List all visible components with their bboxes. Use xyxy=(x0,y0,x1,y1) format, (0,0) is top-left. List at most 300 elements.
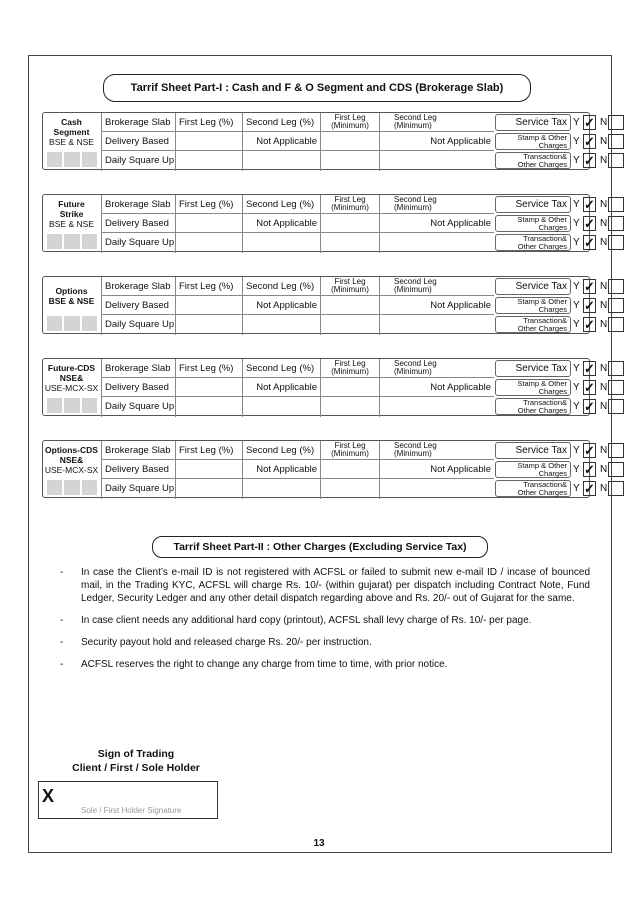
daily-second-leg-cell[interactable] xyxy=(242,151,320,171)
delivery-second-leg-na: Not Applicable xyxy=(242,460,320,478)
no-label: N xyxy=(600,281,608,292)
col-second-leg-pct: Second Leg (%) xyxy=(242,195,320,213)
delivery-first-leg-min-cell[interactable] xyxy=(320,132,379,150)
col-second-leg-min-line1: Second Leg xyxy=(394,277,437,286)
row-daily-label: Daily Square Up xyxy=(101,479,175,499)
tax-options xyxy=(495,277,608,335)
daily-first-leg-min-cell[interactable] xyxy=(320,315,379,335)
segment-block xyxy=(42,276,608,334)
no-checkbox[interactable] xyxy=(608,134,624,149)
code-cell[interactable] xyxy=(47,234,62,249)
service-tax-text: Service Tax xyxy=(515,445,567,456)
daily-first-leg-cell[interactable] xyxy=(175,479,242,499)
row-daily-label: Daily Square Up xyxy=(101,397,175,417)
daily-first-leg-cell[interactable] xyxy=(175,397,242,417)
brokerage-grid xyxy=(101,359,494,417)
delivery-second-leg-na: Not Applicable xyxy=(242,214,320,232)
segment-name-line2: Segment xyxy=(53,126,90,137)
delivery-first-leg-min-cell[interactable] xyxy=(320,296,379,314)
tax-label xyxy=(495,316,571,333)
no-checkbox[interactable] xyxy=(608,317,624,332)
yes-label: Y xyxy=(573,483,580,494)
no-label: N xyxy=(600,237,608,248)
yes-checkbox[interactable]: ✓ xyxy=(584,115,595,130)
col-second-leg-min xyxy=(379,441,494,459)
delivery-row xyxy=(101,378,494,397)
stamp-text-1: Stamp & Other xyxy=(517,461,567,470)
no-checkbox[interactable] xyxy=(608,380,624,395)
part1-title: Tarrif Sheet Part-I : Cash and F & O Segment and CDS (Brokerage Slab) xyxy=(103,74,531,102)
signature-x-mark: X xyxy=(42,786,55,806)
note-text: In case the Client’s e-mail ID is not registered with ACFSL or failed to submit new e-mail ID / incase of bounced mail, in the Trading KYC, ACFSL will charge Rs. 10/- (within gujarat) per dispatch including Contract Note, Fund Ledger, Security Ledger and any other detail dispatch regarding above and Rs. 20/- out of Gujarat for the same. xyxy=(81,567,590,604)
daily-second-leg-cell[interactable] xyxy=(242,233,320,253)
delivery-second-leg-na: Not Applicable xyxy=(242,378,320,396)
col-first-leg-min-line2: (Minimum) xyxy=(331,367,369,376)
transaction-row xyxy=(495,479,608,498)
delivery-second-leg-min-na: Not Applicable xyxy=(379,132,494,150)
no-label: N xyxy=(600,445,608,456)
service-tax-text: Service Tax xyxy=(515,199,567,210)
code-cell[interactable] xyxy=(82,234,97,249)
no-checkbox[interactable] xyxy=(608,462,624,477)
no-checkbox[interactable] xyxy=(608,361,624,376)
delivery-second-leg-min-na: Not Applicable xyxy=(379,378,494,396)
tax-label xyxy=(495,133,571,150)
col-first-leg-pct: First Leg (%) xyxy=(175,441,242,459)
tax-label xyxy=(495,114,571,131)
transaction-text-1: Transaction& xyxy=(523,234,567,243)
tax-label xyxy=(495,152,571,169)
col-first-leg-min-line1: First Leg xyxy=(334,195,366,204)
delivery-first-leg-cell[interactable] xyxy=(175,214,242,232)
part2-title: Tarrif Sheet Part-II : Other Charges (Excluding Service Tax) xyxy=(152,536,488,558)
no-label: N xyxy=(600,382,608,393)
col-first-leg-min-line1: First Leg xyxy=(334,359,366,368)
yes-label: Y xyxy=(573,136,580,147)
brokerage-grid xyxy=(101,277,494,335)
daily-first-leg-min-cell[interactable] xyxy=(320,151,379,171)
service-tax-text: Service Tax xyxy=(515,281,567,292)
no-checkbox[interactable] xyxy=(608,197,624,212)
col-first-leg-min-line2: (Minimum) xyxy=(331,285,369,294)
no-checkbox[interactable] xyxy=(608,115,624,130)
col-first-leg-min xyxy=(320,359,379,377)
daily-second-leg-min-cell[interactable] xyxy=(379,233,494,253)
transaction-text-1: Transaction& xyxy=(523,398,567,407)
row-daily-label: Daily Square Up xyxy=(101,315,175,335)
yes-label: Y xyxy=(573,401,580,412)
yes-label: Y xyxy=(573,281,580,292)
stamp-row xyxy=(495,296,608,315)
signature-box[interactable] xyxy=(38,781,218,819)
col-second-leg-min xyxy=(379,195,494,213)
no-label: N xyxy=(600,300,608,311)
header-row xyxy=(101,441,494,460)
segment-name-line2: NSE& xyxy=(59,372,84,383)
segment-exchange: BSE & NSE xyxy=(49,218,94,229)
row-daily-label: Daily Square Up xyxy=(101,233,175,253)
service-tax-text: Service Tax xyxy=(515,363,567,374)
stamp-text-2: Charges xyxy=(538,304,567,314)
stamp-text-2: Charges xyxy=(538,468,567,478)
col-first-leg-min-line1: First Leg xyxy=(334,441,366,450)
delivery-first-leg-cell[interactable] xyxy=(175,296,242,314)
stamp-text-1: Stamp & Other xyxy=(517,297,567,306)
col-first-leg-min-line1: First Leg xyxy=(334,277,366,286)
delivery-second-leg-min-na: Not Applicable xyxy=(379,296,494,314)
tax-label xyxy=(495,234,571,251)
col-first-leg-min-line2: (Minimum) xyxy=(331,203,369,212)
delivery-row xyxy=(101,132,494,151)
stamp-row xyxy=(495,214,608,233)
col-first-leg-min-line2: (Minimum) xyxy=(331,449,369,458)
daily-first-leg-min-cell[interactable] xyxy=(320,233,379,253)
segment-label xyxy=(43,195,100,232)
yes-checkbox[interactable]: ✓ xyxy=(584,197,595,212)
segment-block xyxy=(42,194,608,252)
col-second-leg-pct: Second Leg (%) xyxy=(242,277,320,295)
yes-checkbox[interactable]: ✓ xyxy=(584,481,595,496)
service-tax-row xyxy=(495,441,608,460)
tax-label xyxy=(495,360,571,377)
transaction-row xyxy=(495,397,608,416)
no-label: N xyxy=(600,199,608,210)
header-row xyxy=(101,113,494,132)
yes-label: Y xyxy=(573,300,580,311)
yes-checkbox[interactable]: ✓ xyxy=(584,298,595,313)
segment-block xyxy=(42,112,608,170)
transaction-text-1: Transaction& xyxy=(523,480,567,489)
transaction-text-2: Other Charges xyxy=(517,323,567,333)
code-cell[interactable] xyxy=(82,152,97,167)
col-second-leg-min-line1: Second Leg xyxy=(394,359,437,368)
col-second-leg-min-line2: (Minimum) xyxy=(394,367,432,376)
col-second-leg-min-line2: (Minimum) xyxy=(394,121,432,130)
no-checkbox[interactable] xyxy=(608,153,624,168)
no-checkbox[interactable] xyxy=(608,399,624,414)
code-cell[interactable] xyxy=(64,398,79,413)
delivery-first-leg-min-cell[interactable] xyxy=(320,378,379,396)
note-item xyxy=(60,614,590,627)
segment-code-cells xyxy=(47,152,97,167)
transaction-text-2: Other Charges xyxy=(517,159,567,169)
delivery-first-leg-cell[interactable] xyxy=(175,460,242,478)
service-tax-row xyxy=(495,277,608,296)
row-delivery-label: Delivery Based xyxy=(101,460,175,478)
segment-exchange: BSE & NSE xyxy=(49,136,94,147)
tax-options xyxy=(495,359,608,417)
note-dash: - xyxy=(60,567,64,578)
yes-label: Y xyxy=(573,464,580,475)
stamp-text-1: Stamp & Other xyxy=(517,379,567,388)
code-cell[interactable] xyxy=(82,316,97,331)
brokerage-grid xyxy=(101,113,494,171)
col-first-leg-min-line1: First Leg xyxy=(334,113,366,122)
col-brokerage-slab: Brokerage Slab xyxy=(101,441,175,459)
segment-exchange: USE-MCX-SX xyxy=(44,464,99,475)
signature-note: Sole / First Holder Signature xyxy=(81,806,182,815)
segment-label xyxy=(43,359,100,396)
segment-name: Cash xyxy=(61,116,82,127)
tax-label xyxy=(495,379,571,396)
daily-first-leg-cell[interactable] xyxy=(175,151,242,171)
col-first-leg-pct: First Leg (%) xyxy=(175,359,242,377)
no-label: N xyxy=(600,363,608,374)
daily-second-leg-min-cell[interactable] xyxy=(379,479,494,499)
note-dash: - xyxy=(60,615,64,626)
delivery-row xyxy=(101,460,494,479)
row-delivery-label: Delivery Based xyxy=(101,132,175,150)
col-first-leg-min xyxy=(320,195,379,213)
yes-checkbox[interactable]: ✓ xyxy=(584,361,595,376)
daily-first-leg-min-cell[interactable] xyxy=(320,479,379,499)
col-second-leg-min xyxy=(379,277,494,295)
stamp-row xyxy=(495,460,608,479)
segment-name: Options-CDS xyxy=(45,444,98,455)
note-item xyxy=(60,636,590,649)
delivery-row xyxy=(101,296,494,315)
daily-second-leg-cell[interactable] xyxy=(242,479,320,499)
col-first-leg-pct: First Leg (%) xyxy=(175,195,242,213)
no-checkbox[interactable] xyxy=(608,298,624,313)
no-label: N xyxy=(600,319,608,330)
stamp-text-1: Stamp & Other xyxy=(517,133,567,142)
daily-row xyxy=(101,233,494,253)
yes-label: Y xyxy=(573,382,580,393)
segment-name: Future xyxy=(58,198,85,209)
no-label: N xyxy=(600,483,608,494)
yes-label: Y xyxy=(573,218,580,229)
stamp-row xyxy=(495,378,608,397)
yes-checkbox[interactable]: ✓ xyxy=(584,235,595,250)
no-checkbox[interactable] xyxy=(608,443,624,458)
service-tax-row xyxy=(495,195,608,214)
transaction-text-1: Transaction& xyxy=(523,316,567,325)
yes-label: Y xyxy=(573,445,580,456)
yes-checkbox[interactable]: ✓ xyxy=(584,399,595,414)
delivery-second-leg-min-na: Not Applicable xyxy=(379,460,494,478)
code-cell[interactable] xyxy=(82,398,97,413)
note-dash: - xyxy=(60,659,64,670)
daily-row xyxy=(101,315,494,335)
tax-label xyxy=(495,215,571,232)
yes-checkbox[interactable]: ✓ xyxy=(584,279,595,294)
no-label: N xyxy=(600,401,608,412)
col-second-leg-min-line2: (Minimum) xyxy=(394,449,432,458)
note-item xyxy=(60,566,590,605)
transaction-row xyxy=(495,315,608,334)
daily-first-leg-cell[interactable] xyxy=(175,315,242,335)
col-second-leg-pct: Second Leg (%) xyxy=(242,441,320,459)
yes-label: Y xyxy=(573,319,580,330)
col-brokerage-slab: Brokerage Slab xyxy=(101,277,175,295)
stamp-text-2: Charges xyxy=(538,222,567,232)
row-delivery-label: Delivery Based xyxy=(101,296,175,314)
daily-first-leg-min-cell[interactable] xyxy=(320,397,379,417)
segment-name: Options xyxy=(55,285,88,296)
yes-checkbox[interactable]: ✓ xyxy=(584,317,595,332)
transaction-row xyxy=(495,233,608,252)
yes-checkbox[interactable]: ✓ xyxy=(584,380,595,395)
notes-list xyxy=(60,566,590,680)
tax-label xyxy=(495,297,571,314)
service-tax-text: Service Tax xyxy=(515,117,567,128)
signature-heading-line2: Client / First / Sole Holder xyxy=(72,762,200,774)
segment-name: Future-CDS xyxy=(47,362,96,373)
yes-label: Y xyxy=(573,199,580,210)
tax-label xyxy=(495,461,571,478)
code-cell[interactable] xyxy=(64,480,79,495)
transaction-text-2: Other Charges xyxy=(517,405,567,415)
row-delivery-label: Delivery Based xyxy=(101,214,175,232)
segment-name-line2: BSE & NSE xyxy=(48,295,95,306)
col-second-leg-min-line2: (Minimum) xyxy=(394,285,432,294)
stamp-text-2: Charges xyxy=(538,386,567,396)
daily-row xyxy=(101,151,494,171)
delivery-first-leg-cell[interactable] xyxy=(175,132,242,150)
brokerage-grid xyxy=(101,441,494,499)
header-row xyxy=(101,277,494,296)
note-item xyxy=(60,658,590,671)
daily-row xyxy=(101,479,494,499)
code-cell[interactable] xyxy=(47,480,62,495)
page-number: 13 xyxy=(313,838,325,849)
note-dash: - xyxy=(60,637,64,648)
col-second-leg-min-line2: (Minimum) xyxy=(394,203,432,212)
yes-label: Y xyxy=(573,363,580,374)
tax-label xyxy=(495,196,571,213)
col-second-leg-min-line1: Second Leg xyxy=(394,195,437,204)
tax-label xyxy=(495,480,571,497)
col-first-leg-pct: First Leg (%) xyxy=(175,277,242,295)
col-first-leg-min xyxy=(320,277,379,295)
stamp-row xyxy=(495,132,608,151)
code-cell[interactable] xyxy=(47,152,62,167)
yes-checkbox[interactable]: ✓ xyxy=(584,153,595,168)
segment-code-cells xyxy=(47,316,97,331)
note-text: Security payout hold and released charge Rs. 20/- per instruction. xyxy=(81,637,372,648)
yes-checkbox[interactable]: ✓ xyxy=(584,443,595,458)
code-cell[interactable] xyxy=(64,234,79,249)
delivery-first-leg-min-cell[interactable] xyxy=(320,460,379,478)
signature-heading xyxy=(46,747,226,775)
delivery-second-leg-na: Not Applicable xyxy=(242,296,320,314)
service-tax-row xyxy=(495,113,608,132)
no-checkbox[interactable] xyxy=(608,279,624,294)
daily-row xyxy=(101,397,494,417)
code-cell[interactable] xyxy=(64,316,79,331)
transaction-row xyxy=(495,151,608,170)
header-row xyxy=(101,195,494,214)
segment-label xyxy=(43,113,100,150)
tax-label xyxy=(495,278,571,295)
segment-code-cells xyxy=(47,398,97,413)
no-label: N xyxy=(600,155,608,166)
daily-first-leg-cell[interactable] xyxy=(175,233,242,253)
yes-label: Y xyxy=(573,237,580,248)
header-row xyxy=(101,359,494,378)
col-second-leg-min-line1: Second Leg xyxy=(394,441,437,450)
col-first-leg-min-line2: (Minimum) xyxy=(331,121,369,130)
segment-name-line2: NSE& xyxy=(59,454,84,465)
delivery-second-leg-na: Not Applicable xyxy=(242,132,320,150)
yes-label: Y xyxy=(573,155,580,166)
brokerage-grid xyxy=(101,195,494,253)
no-checkbox[interactable] xyxy=(608,216,624,231)
segment-block xyxy=(42,440,608,498)
signature-heading-line1: Sign of Trading xyxy=(97,748,175,760)
col-first-leg-min xyxy=(320,113,379,131)
tax-options xyxy=(495,441,608,499)
no-label: N xyxy=(600,136,608,147)
delivery-first-leg-min-cell[interactable] xyxy=(320,214,379,232)
segment-block xyxy=(42,358,608,416)
note-text: ACFSL reserves the right to change any charge from time to time, with prior notice. xyxy=(81,659,448,670)
yes-checkbox[interactable]: ✓ xyxy=(584,134,595,149)
stamp-text-1: Stamp & Other xyxy=(517,215,567,224)
transaction-text-2: Other Charges xyxy=(517,241,567,251)
daily-second-leg-min-cell[interactable] xyxy=(379,397,494,417)
segment-label xyxy=(43,441,100,478)
segment-label xyxy=(43,277,100,314)
code-cell[interactable] xyxy=(47,398,62,413)
tax-options xyxy=(495,195,608,253)
yes-checkbox[interactable]: ✓ xyxy=(584,216,595,231)
daily-second-leg-cell[interactable] xyxy=(242,397,320,417)
col-brokerage-slab: Brokerage Slab xyxy=(101,195,175,213)
daily-second-leg-min-cell[interactable] xyxy=(379,151,494,171)
segment-name-line2: Strike xyxy=(59,208,84,219)
col-second-leg-min xyxy=(379,113,494,131)
no-label: N xyxy=(600,464,608,475)
segment-code-cells xyxy=(47,480,97,495)
col-first-leg-pct: First Leg (%) xyxy=(175,113,242,131)
note-text: In case client needs any additional hard copy (printout), ACFSL shall levy charge of Rs. 10/- per page. xyxy=(81,615,532,626)
col-brokerage-slab: Brokerage Slab xyxy=(101,359,175,377)
row-daily-label: Daily Square Up xyxy=(101,151,175,171)
service-tax-row xyxy=(495,359,608,378)
row-delivery-label: Delivery Based xyxy=(101,378,175,396)
delivery-second-leg-min-na: Not Applicable xyxy=(379,214,494,232)
tax-label xyxy=(495,398,571,415)
col-second-leg-min xyxy=(379,359,494,377)
delivery-first-leg-cell[interactable] xyxy=(175,378,242,396)
daily-second-leg-min-cell[interactable] xyxy=(379,315,494,335)
col-second-leg-pct: Second Leg (%) xyxy=(242,113,320,131)
tax-options xyxy=(495,113,608,171)
daily-second-leg-cell[interactable] xyxy=(242,315,320,335)
tax-label xyxy=(495,442,571,459)
code-cell[interactable] xyxy=(47,316,62,331)
col-second-leg-pct: Second Leg (%) xyxy=(242,359,320,377)
segment-code-cells xyxy=(47,234,97,249)
yes-label: Y xyxy=(573,117,580,128)
segment-exchange: USE-MCX-SX xyxy=(44,382,99,393)
code-cell[interactable] xyxy=(82,480,97,495)
code-cell[interactable] xyxy=(64,152,79,167)
stamp-text-2: Charges xyxy=(538,140,567,150)
no-label: N xyxy=(600,218,608,229)
col-brokerage-slab: Brokerage Slab xyxy=(101,113,175,131)
no-label: N xyxy=(600,117,608,128)
yes-checkbox[interactable]: ✓ xyxy=(584,462,595,477)
delivery-row xyxy=(101,214,494,233)
no-checkbox[interactable] xyxy=(608,235,624,250)
transaction-text-1: Transaction& xyxy=(523,152,567,161)
transaction-text-2: Other Charges xyxy=(517,487,567,497)
col-second-leg-min-line1: Second Leg xyxy=(394,113,437,122)
no-checkbox[interactable] xyxy=(608,481,624,496)
